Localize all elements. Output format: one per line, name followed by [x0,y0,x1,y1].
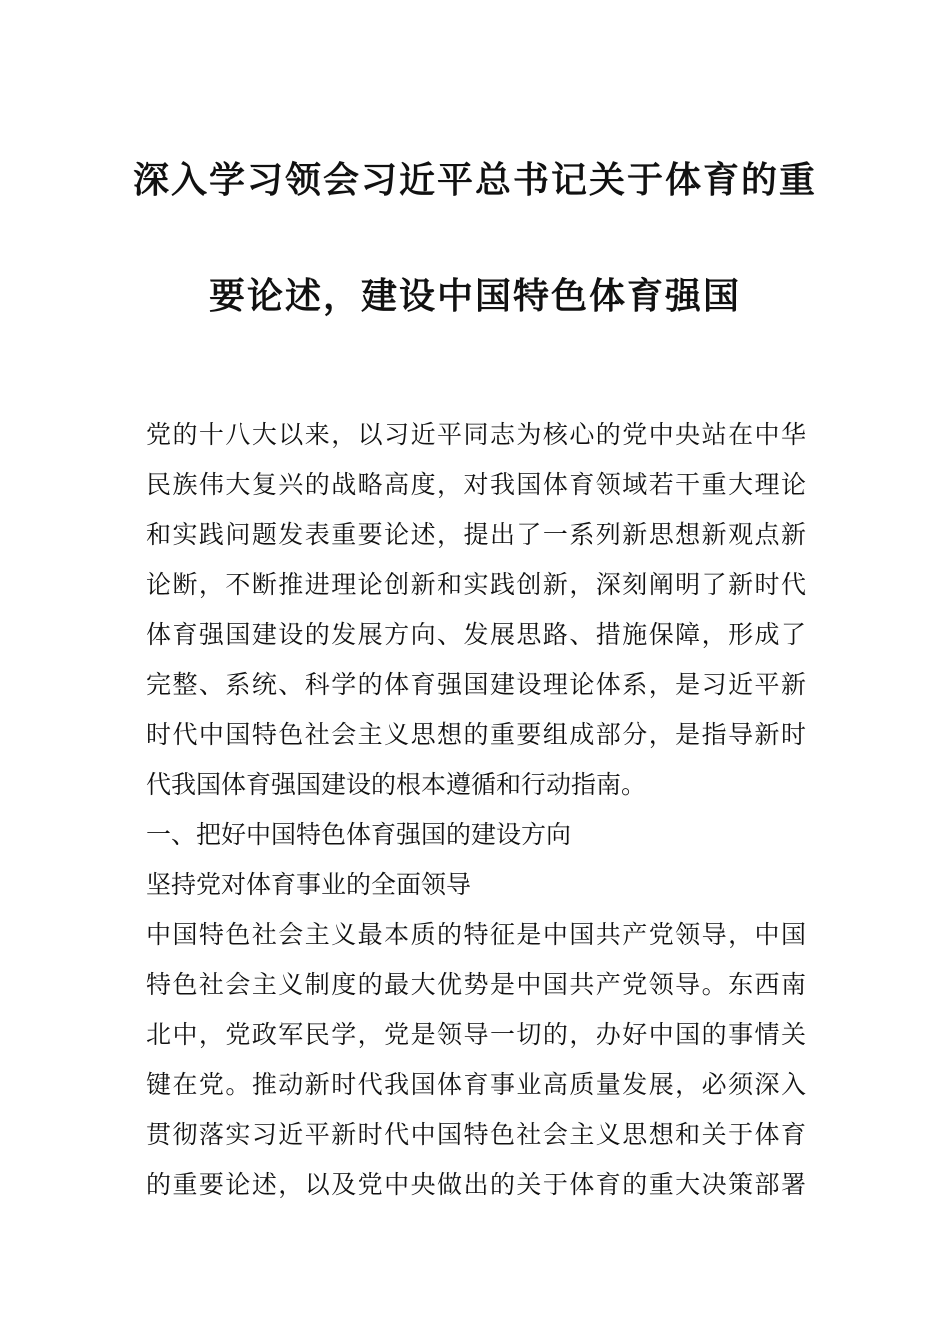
body-line: 代我国体育强国建设的根本遵循和行动指南。 [146,770,647,799]
body-line: 键在党。推动新时代我国体育事业高质量发展，必须深入 [146,1070,806,1099]
body-line: 和实践问题发表重要论述，提出了一系列新思想新观点新 [146,520,806,549]
body-line: 时代中国特色社会主义思想的重要组成部分，是指导新时 [146,720,806,749]
document-title-line-1: 深入学习领会习近平总书记关于体育的重 [132,160,817,201]
body-line: 论断，不断推进理论创新和实践创新，深刻阐明了新时代 [146,570,806,599]
document-title-line-2: 要论述，建设中国特色体育强国 [208,276,741,317]
body-line: 体育强国建设的发展方向、发展思路、措施保障，形成了 [146,620,806,649]
body-line: 民族伟大复兴的战略高度，对我国体育领域若干重大理论 [146,470,806,499]
body-line: 特色社会主义制度的最大优势是中国共产党领导。东西南 [146,970,806,999]
body-line: 的重要论述，以及党中央做出的关于体育的重大决策部署 [146,1170,806,1199]
body-line: 中国特色社会主义最本质的特征是中国共产党领导，中国 [146,920,806,949]
section-heading: 一、把好中国特色体育强国的建设方向 [146,820,572,849]
document-body [146,410,806,1210]
body-line: 北中，党政军民学，党是领导一切的，办好中国的事情关 [146,1020,806,1049]
subsection-heading: 坚持党对体育事业的全面领导 [146,870,472,899]
body-line: 完整、系统、科学的体育强国建设理论体系，是习近平新 [146,670,806,699]
body-line: 贯彻落实习近平新时代中国特色社会主义思想和关于体育 [146,1120,806,1149]
body-line: 党的十八大以来，以习近平同志为核心的党中央站在中华 [146,420,806,449]
